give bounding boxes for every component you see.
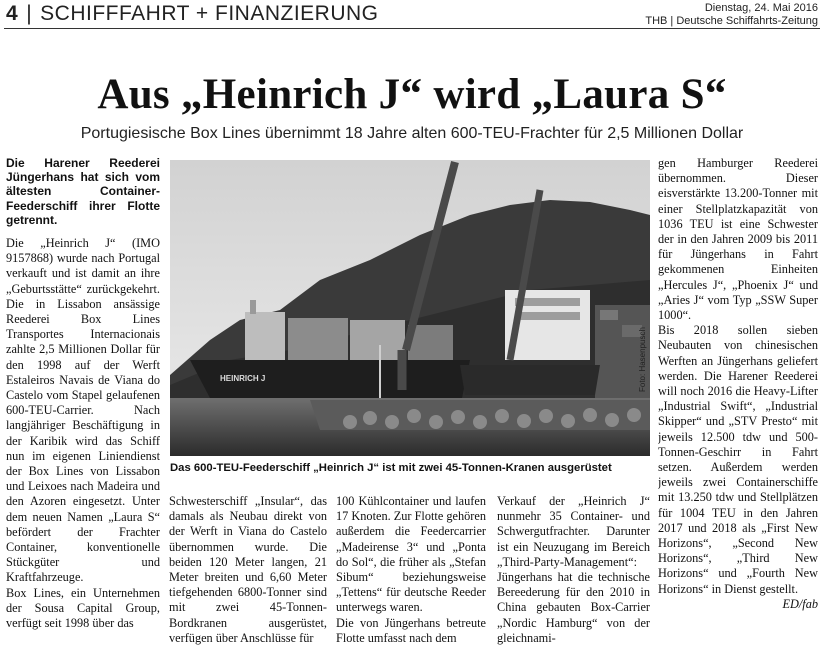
article-lead: Die Harener Reederei Jüngerhans hat sich vom ältesten Container-Feederschiff ihrer Flotte getrennt. — [6, 156, 160, 227]
hull-name-lettering: HEINRICH J — [220, 374, 266, 383]
article-headline: Aus „Heinrich J“ wird „Laura S“ — [97, 71, 727, 118]
page-number: 4 — [6, 2, 19, 25]
photo-caption: Das 600-TEU-Feederschiff „Heinrich J“ ist mit zwei 45-Tonnen-Kranen ausgerüstet — [170, 462, 612, 474]
page-header-meta — [645, 2, 818, 28]
article-column-5 — [658, 156, 818, 653]
body-paragraph: Box Lines, ein Unternehmen der Sousa Capital Group, verfügt seit 1998 über das — [6, 585, 160, 631]
article-column-3 — [336, 494, 486, 653]
body-paragraph: Die „Heinrich J“ (IMO 9157868) wurde nach Portugal verkauft und ist damit an ihre „Geburtsstätte“ zurückgekehrt. Die in Lissabon ansässige Reederei Box Lines Transportes Internacionais zahlte 2,5 Millionen Dollar für den 1998 auf der Werft Estaleiros Navais de Viana do Castelo vom Stapel gelaufenen 600-TEU-Carrier. Nach langjähriger Beschäftigung in der Karibik wird das Schiff nun im eigenen Liniendienst der Box Lines von Lissabon und Leixoes nach Madeira und den Azoren eingesetzt. Unter dem neuen Namen „Laura S“ befördert der Frachter Container, konventionelle Stückgüter und Kraftfahrzeuge. — [6, 236, 160, 585]
body-paragraph-text: Bis 2018 sollen sieben Neubauten von chinesischen Werften an Jüngerhans geliefert werden. Die Harener Reederei will noch 2016 die Heavy-Lifter „Industrial Swift“, „Industrial Skipper“ und „STV Presto“ mit jeweils 12.500 tdw und 500-Tonnen-Geschirr in Fahrt setzen. Außerdem werden jeweils zwei Containerschiffe mit 13.250 tdw und Stellplätzen für 1004 TEU in den Jahren 2017 und 2018 als „First New Horizons“, „Second New Horizons“, „Third New Horizons“ und „Fourth New Horizons“ in Dienst gestellt. — [658, 323, 818, 596]
photo-credit: Foto: Hasenpusch — [638, 327, 647, 392]
article-column-4 — [497, 494, 650, 653]
publication-name: THB | Deutsche Schiffahrts-Zeitung — [645, 15, 818, 27]
issue-date: Dienstag, 24. Mai 2016 — [704, 2, 818, 14]
body-paragraph: Verkauf der „Heinrich J“ nunmehr 35 Container- und Schwergutfrachter. Darunter ist ein Neuzugang im Bereich „Third-Party-Management“: Jüngerhans hat die technische Bereederung für den 2010 in China gebauten Box-Carrier „Nordic Hamburg“ von der gleichnami- — [497, 494, 650, 645]
header-rule — [4, 28, 820, 29]
author-signature: ED/fab — [782, 596, 818, 611]
header-separator: | — [26, 2, 33, 25]
article-column-1 — [6, 156, 160, 653]
body-paragraph: 100 Kühlcontainer und laufen 17 Knoten. Zur Flotte gehören außerdem die Feedercarrier „Madeirense 3“ und „Ponta do Sol“, die früher als „Stefan Sibum“ beziehungsweise „Tettens“ für deutsche Reeder unterwegs waren. — [336, 494, 486, 615]
ship-photo-illustration — [170, 160, 650, 456]
page-header-section — [6, 2, 379, 26]
body-paragraph — [658, 323, 818, 611]
article-subheadline: Portugiesische Box Lines übernimmt 18 Jahre alten 600-TEU-Frachter für 2,5 Millionen Dollar — [80, 125, 744, 142]
body-paragraph: Die von Jüngerhans betreute Flotte umfasst nach dem — [336, 615, 486, 645]
article-photo — [170, 160, 650, 456]
body-paragraph: gen Hamburger Reederei übernommen. Dieser eisverstärkte 13.200-Tonner mit einer Stellplatzkapazität von 1036 TEU ist eine Schwester der in den Jahren 2009 bis 2011 für Jüngerhans in Fahrt gekommenen Einheiten „Hercules J“, „Phoenix J“ und „Aries J“ vom Typ „SSW Super 1000“. — [658, 156, 818, 323]
section-title: SCHIFFFAHRT + FINANZIERUNG — [40, 2, 379, 25]
article-column-2 — [169, 494, 327, 653]
body-paragraph: Schwesterschiff „Insular“, das damals als Neubau direkt von der Werft in Viana do Castelo übernommen wurde. Die beiden 120 Meter langen, 21 Meter breiten und 6,60 Meter tiefgehenden 6800-Tonner sind mit zwei 45-Tonnen-Bordkranen ausgerüstet, verfügen über Anschlüsse für — [169, 494, 327, 645]
